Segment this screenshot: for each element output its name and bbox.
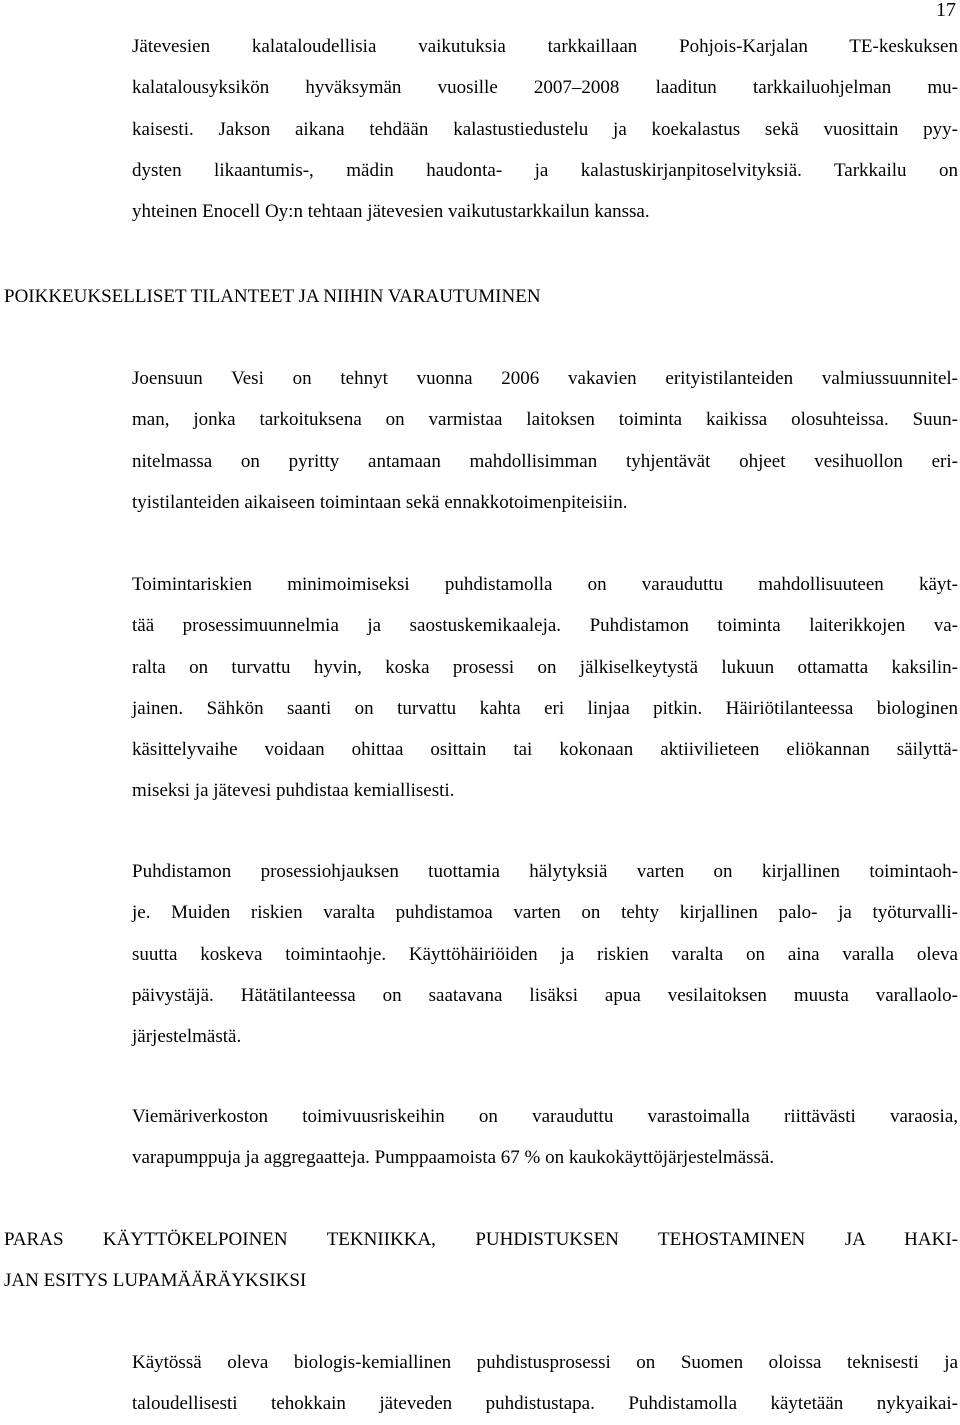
section-heading-best-available-technique	[4, 1219, 958, 1302]
text-line: Joensuun Vesi on tehnyt vuonna 2006 vakavien erityistilanteiden valmiussuunnitel-	[132, 368, 958, 389]
text-line: Toimintariskien minimoimiseksi puhdistamolla on varauduttu mahdollisuuteen käyt-	[132, 574, 958, 595]
text-line: miseksi ja jätevesi puhdistaa kemiallisesti.	[132, 780, 455, 802]
text-line: ralta on turvattu hyvin, koska prosessi on jälkiselkeytystä lukuun ottamatta kaksilin-	[132, 656, 958, 678]
text-line: yhteinen Enocell Oy:n tehtaan jätevesien vaikutustarkkailun kanssa.	[132, 201, 650, 223]
text-line: päivystäjä. Hätätilanteessa on saatavana lisäksi apua vesilaitoksen muusta varallaolo-	[132, 984, 958, 1006]
heading-line: JAN ESITYS LUPAMÄÄRÄYKSIKSI	[4, 1270, 307, 1292]
text-line: man, jonka tarkoituksena on varmistaa laitoksen toiminta kaikissa olosuhteissa. Suun-	[132, 409, 958, 431]
text-line: Viemäriverkoston toimivuusriskeihin on varauduttu varastoimalla riittävästi varaosia,	[132, 1106, 958, 1127]
text-line: tää prosessimuunnelmia ja saostuskemikaaleja. Puhdistamon toiminta laiterikkojen va-	[132, 615, 958, 637]
paragraph-operational-risks	[132, 564, 958, 812]
page-number: 17	[936, 0, 956, 21]
text-line: nitelmassa on pyritty antamaan mahdollisimman tyhjentävät ohjeet vesihuollon eri-	[132, 450, 958, 472]
heading-line: POIKKEUKSELLISET TILANTEET JA NIIHIN VARAUTUMINEN	[4, 286, 541, 307]
text-line: taloudellisesti tehokkain jäteveden puhdistustapa. Puhdistamolla käytetään nykyaikai-	[132, 1393, 958, 1415]
text-line: varapumppuja ja aggregaatteja. Pumppaamoista 67 % on kaukokäyttöjärjestelmässä.	[132, 1147, 775, 1169]
text-line: suutta koskeva toimintaohje. Käyttöhäiriöiden ja riskien varalta on aina varalla oleva	[132, 943, 958, 965]
text-line: je. Muiden riskien varalta puhdistamoa varten on tehty kirjallinen palo- ja työturvalli-	[132, 902, 958, 924]
paragraph-fish-monitoring	[132, 26, 958, 232]
text-line: dysten likaantumis-, mädin haudonta- ja kalastuskirjanpitoselvityksiä. Tarkkailu on	[132, 159, 958, 181]
text-line: käsittelyvaihe voidaan ohittaa osittain tai kokonaan aktiivilieteen eliökannan säilyttä-	[132, 739, 958, 761]
heading-line: PARAS KÄYTTÖKELPOINEN TEKNIIKKA, PUHDISTUKSEN TEHOSTAMINEN JA HAKI-	[4, 1229, 958, 1250]
text-line: järjestelmästä.	[132, 1026, 242, 1048]
text-line: Käytössä oleva biologis-kemiallinen puhdistusprosessi on Suomen oloissa teknisesti ja	[132, 1352, 958, 1373]
paragraph-alarms-and-instructions	[132, 851, 958, 1057]
section-heading-exceptional-situations	[4, 276, 541, 317]
text-line: Puhdistamon prosessiohjauksen tuottamia hälytyksiä varten on kirjallinen toimintaoh-	[132, 861, 958, 882]
paragraph-sewer-network	[132, 1096, 958, 1179]
text-line: jainen. Sähkön saanti on turvattu kahta eri linjaa pitkin. Häiriötilanteessa biologinen	[132, 697, 958, 719]
text-line: kaisesti. Jakson aikana tehdään kalastustiedustelu ja koekalastus sekä vuosittain pyy-	[132, 118, 958, 140]
paragraph-treatment-process	[132, 1342, 958, 1425]
paragraph-contingency-plan	[132, 358, 958, 523]
text-line: kalatalousyksikön hyväksymän vuosille 2007–2008 laaditun tarkkailuohjelman mu-	[132, 77, 958, 99]
text-line: Jätevesien kalataloudellisia vaikutuksia tarkkaillaan Pohjois-Karjalan TE-keskuksen	[132, 36, 958, 57]
text-line: tyistilanteiden aikaiseen toimintaan sekä ennakkotoimenpiteisiin.	[132, 491, 628, 513]
